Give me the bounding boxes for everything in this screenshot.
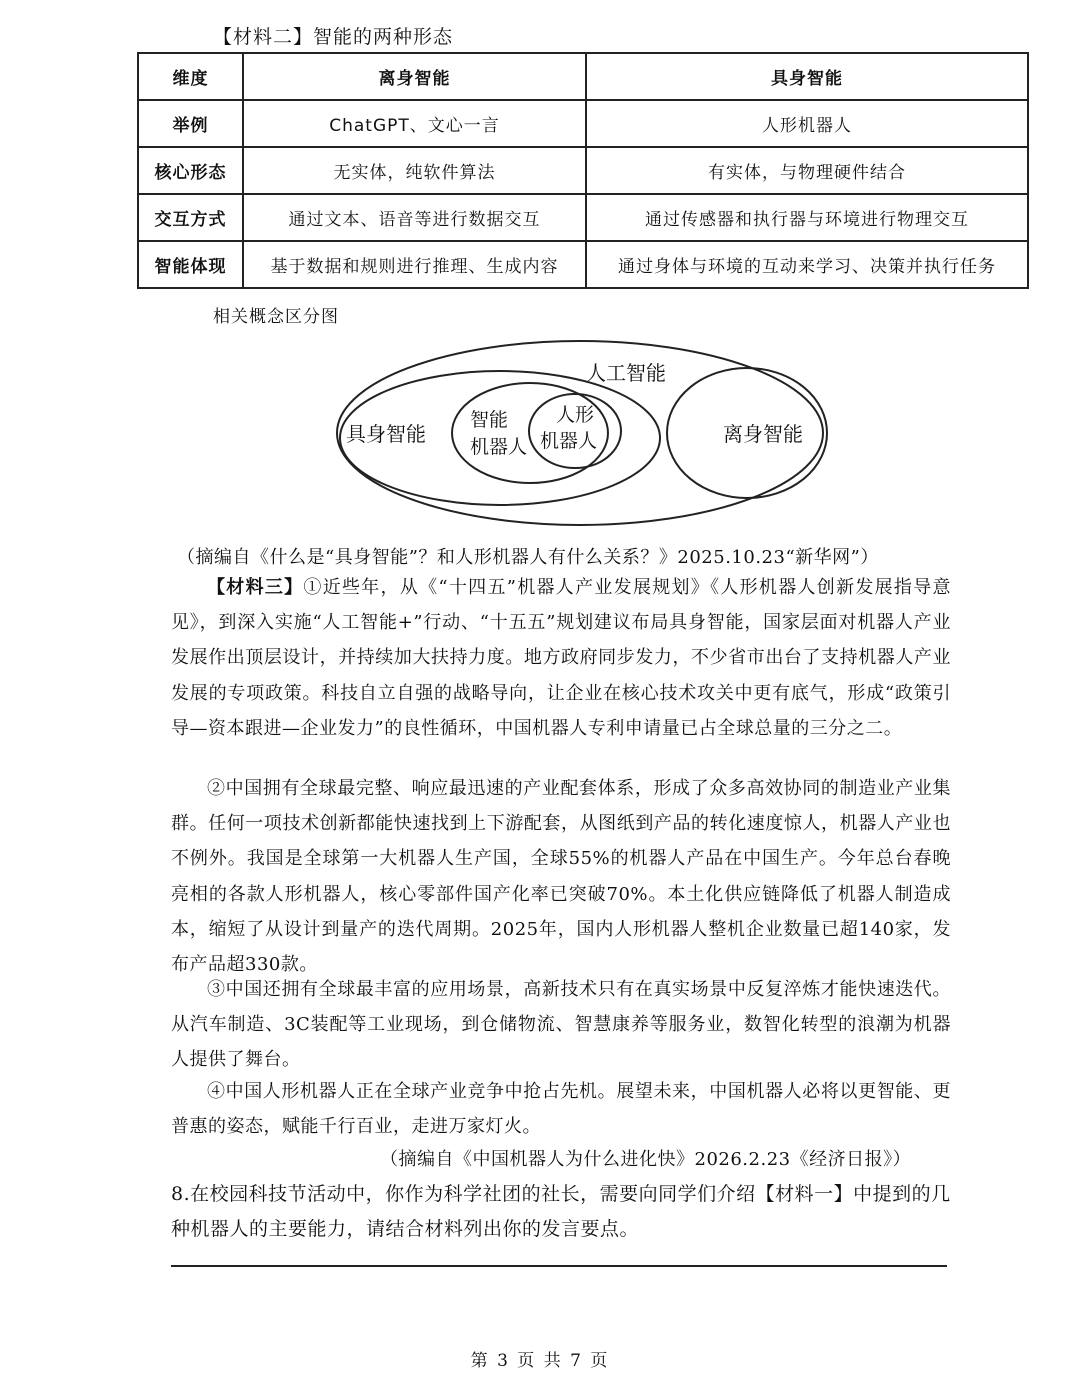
paragraph-text: ①近些年，从《“十四五”机器人产业发展规划》《人形机器人创新发展指导意见》，到深入实施“人工智能+”行动、“十五五”规划建议布局具身智能，国家层面对机器人产业发展作出顶层设计，并持续加大扶持力度。地方政府同步发力，不少省市出台了支持机器人产业发展的专项政策。科技自立自强的战略导向，让企业在核心技术攻关中更有底气，形成“政策引导—资本跟进—企业发力”的良性循环，中国机器人专利申请量已占全球总量的三分之二。 <box>171 577 951 739</box>
answer-line <box>171 1265 947 1267</box>
table-header-cell: 离身智能 <box>243 53 586 100</box>
table-cell: 人形机器人 <box>586 100 1028 147</box>
table-cell: 有实体，与物理硬件结合 <box>586 147 1028 194</box>
table-row-header: 智能体现 <box>138 241 243 288</box>
table-cell: 无实体，纯软件算法 <box>243 147 586 194</box>
table-row <box>138 100 1028 147</box>
table-header-row <box>138 53 1028 100</box>
embodied-label: 具身智能 <box>346 422 426 446</box>
table-row <box>138 147 1028 194</box>
page-number: 第 3 页 共 7 页 <box>470 1351 610 1371</box>
table-row-header: 举例 <box>138 100 243 147</box>
humanoid-label-2: 机器人 <box>540 430 598 452</box>
table-cell: 通过文本、语音等进行数据交互 <box>243 194 586 241</box>
comparison-table <box>137 52 1029 289</box>
smart-robot-label-1: 智能 <box>470 409 509 431</box>
table-row <box>138 194 1028 241</box>
table-cell: ChatGPT、文心一言 <box>243 100 586 147</box>
question-8: 8.在校园科技节活动中，你作为科学社团的社长，需要向同学们介绍【材料一】中提到的几种机器人的主要能力，请结合材料列出你的发言要点。 <box>171 1183 951 1240</box>
table-row <box>138 241 1028 288</box>
table-cell: 通过身体与环境的互动来学习、决策并执行任务 <box>586 241 1028 288</box>
table-header-cell: 维度 <box>138 53 243 100</box>
material2-source: （摘编自《什么是“具身智能”？和人形机器人有什么关系？》2025.10.23“新华网”） <box>177 547 879 568</box>
material3-paragraph-1 <box>171 570 951 746</box>
table-header-cell: 具身智能 <box>586 53 1028 100</box>
material3-tag: 【材料三】 <box>207 577 304 598</box>
material3-paragraph-4: ④中国人形机器人正在全球产业竞争中抢占先机。展望未来，中国机器人必将以更智能、更普惠的姿态，赋能千行百业，走进万家灯火。 <box>171 1081 951 1138</box>
table-row-header: 核心形态 <box>138 147 243 194</box>
table-row-header: 交互方式 <box>138 194 243 241</box>
disembodied-label: 离身智能 <box>723 422 803 446</box>
material2-title: 【材料二】智能的两种形态 <box>213 26 454 48</box>
diagram-title: 相关概念区分图 <box>213 307 339 327</box>
smart-robot-label-2: 机器人 <box>470 436 528 458</box>
humanoid-label-1: 人形 <box>556 404 595 426</box>
material3-paragraph-3: ③中国还拥有全球最丰富的应用场景，高新技术只有在真实场景中反复淬炼才能快速迭代。从汽车制造、3C装配等工业现场，到仓储物流、智慧康养等服务业，数智化转型的浪潮为机器人提供了舞台。 <box>171 979 951 1071</box>
table-cell: 基于数据和规则进行推理、生成内容 <box>243 241 586 288</box>
material3-paragraph-2: ②中国拥有全球最完整、响应最迅速的产业配套体系，形成了众多高效协同的制造业产业集群。任何一项技术创新都能快速找到上下游配套，从图纸到产品的转化速度惊人，机器人产业也不例外。我国是全球第一大机器人生产国，全球55%的机器人产品在中国生产。今年总台春晚亮相的各款人形机器人，核心零部件国产化率已突破70%。本土化供应链降低了机器人制造成本，缩短了从设计到量产的迭代周期。2025年，国内人形机器人整机企业数量已超140家，发布产品超330款。 <box>171 778 951 976</box>
material3-source: （摘编自《中国机器人为什么进化快》2026.2.23《经济日报》） <box>380 1149 912 1170</box>
table-cell: 通过传感器和执行器与环境进行物理交互 <box>586 194 1028 241</box>
concept-venn-diagram <box>330 333 850 528</box>
ai-label: 人工智能 <box>586 361 666 385</box>
